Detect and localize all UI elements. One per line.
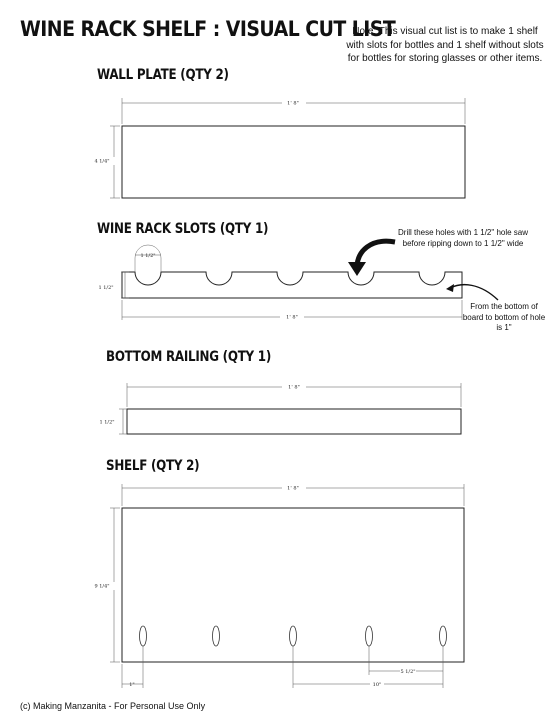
bottom-railing-drawing bbox=[99, 383, 461, 434]
shelf-slot bbox=[140, 626, 147, 646]
shelf-slot bbox=[290, 626, 297, 646]
shelf-slot bbox=[440, 626, 447, 646]
bottom-railing-heading: BOTTOM RAILING (QTY 1) bbox=[106, 349, 272, 365]
bottom-railing-length-label: 1' 8" bbox=[288, 384, 300, 391]
shelf-board bbox=[122, 508, 464, 662]
shelf-edge-offset-label: 1" bbox=[129, 682, 135, 688]
shelf-depth-label: 9 1/4" bbox=[94, 583, 110, 590]
note-text: Note: This visual cut list is to make 1 shelf with slots for bottles and 1 shelf without slots for bottles for storing glasses or other items. bbox=[346, 26, 544, 64]
wine-rack-slots-heading: WINE RACK SLOTS (QTY 1) bbox=[97, 221, 269, 237]
wine-rack-board bbox=[122, 272, 462, 298]
shelf-heading: SHELF (QTY 2) bbox=[106, 458, 200, 474]
wall-plate-board bbox=[122, 126, 465, 198]
hole-dimension-label: 1 1/2" bbox=[140, 253, 156, 259]
wine-rack-length-label: 1' 8" bbox=[286, 314, 298, 321]
wall-plate-drawing bbox=[90, 98, 465, 198]
bottom-railing-board bbox=[127, 409, 461, 434]
drill-callout: Drill these holes with 1 1/2" hole saw before ripping down to 1 1/2" wide bbox=[398, 228, 529, 248]
wine-rack-height-label: 1 1/2" bbox=[98, 285, 114, 291]
shelf-spacing-small-label: 5 1/2" bbox=[400, 669, 416, 675]
page-title: WINE RACK SHELF : VISUAL CUT LIST bbox=[20, 17, 396, 41]
shelf-spacing-large-label: 10" bbox=[372, 682, 382, 688]
wine-rack-slots-drawing bbox=[98, 241, 498, 320]
wall-plate-height-label: 4 1/4" bbox=[94, 158, 110, 165]
bottom-callout: From the bottom of board to bottom of hole is 1" bbox=[462, 302, 546, 332]
footer-text: (c) Making Manzanita - For Personal Use Only bbox=[20, 701, 206, 711]
bottom-railing-height-label: 1 1/2" bbox=[99, 419, 115, 426]
wall-plate-heading: WALL PLATE (QTY 2) bbox=[97, 67, 229, 83]
shelf-slot bbox=[366, 626, 373, 646]
shelf-length-label: 1' 8" bbox=[287, 485, 299, 492]
shelf-slot bbox=[213, 626, 220, 646]
shelf-drawing bbox=[90, 484, 464, 688]
wall-plate-length-label: 1' 8" bbox=[287, 100, 299, 107]
